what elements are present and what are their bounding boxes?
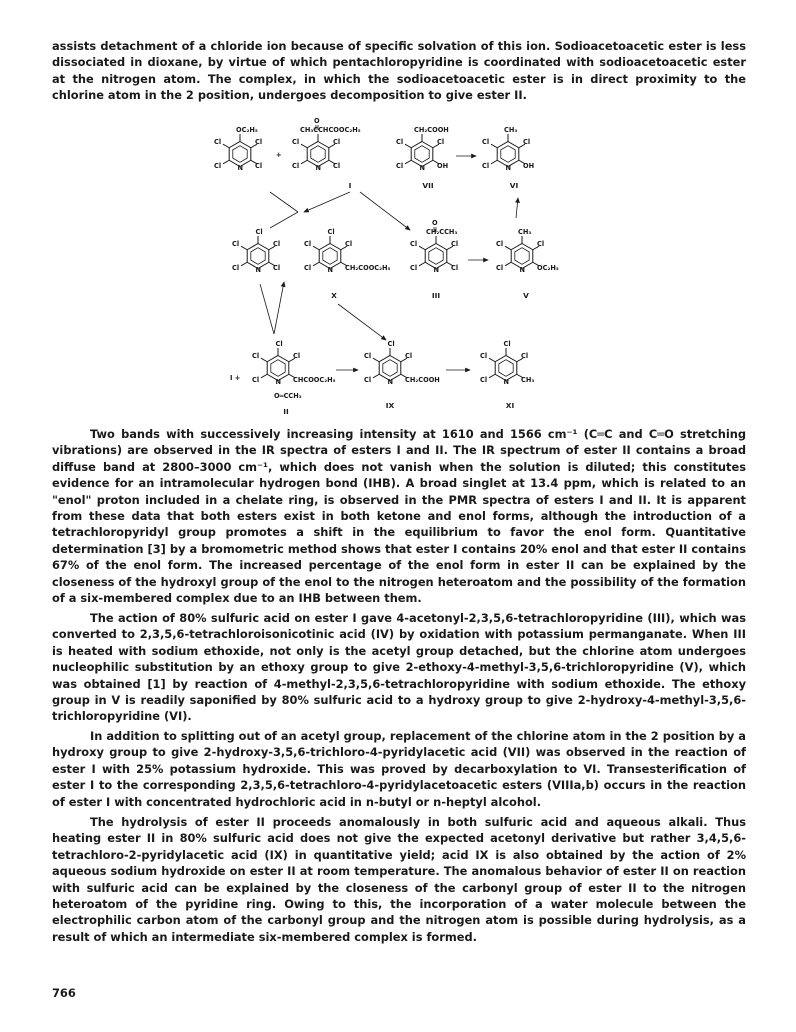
svg-text:O: O (432, 219, 438, 227)
svg-text:N: N (327, 266, 334, 274)
svg-text:Cl: Cl (255, 228, 263, 236)
label-VII: VII (422, 181, 434, 190)
svg-text:O═CCH₃: O═CCH₃ (274, 392, 302, 400)
svg-text:N: N (419, 164, 426, 172)
page-number: 766 (52, 986, 76, 1000)
svg-text:CH₃: CH₃ (518, 228, 532, 236)
svg-text:Cl: Cl (396, 162, 404, 170)
svg-text:CH₃CCHCOOC₂H₅: CH₃CCHCOOC₂H₅ (300, 126, 361, 134)
svg-text:N: N (503, 378, 510, 386)
svg-text:Cl: Cl (396, 138, 404, 146)
svg-text:Cl: Cl (304, 264, 312, 272)
label-X: X (331, 291, 337, 300)
svg-text:N: N (519, 266, 526, 274)
svg-text:Cl: Cl (214, 162, 222, 170)
paragraph-ir-spectra: Two bands with successively increasing intensity at 1610 and 1566 cm⁻¹ (C═C and C═O stretching vibrations) are observed in the IR spectra of esters I and II. The IR spectrum of ester II contains a broad diffuse band at 2800–3000 cm⁻¹, which does not vanish when the solution is diluted; this constitutes evidence for an intramolecular hydrogen bond (IHB). A broad singlet at 13.4 ppm, which is related to an "enol" proton included in a chelate ring, is observed in the PMR spectra of esters I and II. It is apparent from these data that both esters exist in both ketone and enol forms, although the introduction of a tetrachloropyridyl group promotes a shift in the equilibrium to favor the enol form. Quantitative determination [3] by a bromometric method shows that ester I contains 20% enol and that ester II contains 67% of the enol form. The increased percentage of the enol form in ester II can be explained by the closeness of the hydroxyl group of the enol to the nitrogen heteroatom and the possibility of the formation of a six-membered complex due to an IHB between them. (52, 427, 746, 606)
label-IX: IX (385, 401, 395, 410)
svg-text:Cl: Cl (252, 352, 260, 360)
svg-text:N: N (315, 164, 322, 172)
svg-text:Cl: Cl (252, 376, 260, 384)
svg-text:CH₃: CH₃ (521, 376, 535, 384)
paragraph-acetyl-splitting: In addition to splitting out of an acetyl group, replacement of the chlorine atom in the 2 position by a hydroxy group to give 2-hydroxy-3,5,6-trichloro-4-pyridylacetic acid (VII) was observed in the reaction of ester I with 25% potassium hydroxide. This was proved by decarboxylation to VI. Transesterification of ester I to the corresponding 2,3,5,6-tetrachloro-4-pyridylacetoacetic esters (VIIIa,b) occurs in the reaction of ester I with concentrated hydrochloric acid in n-butyl or n-heptyl alcohol. (52, 729, 746, 809)
svg-text:Cl: Cl (496, 264, 504, 272)
svg-text:Cl: Cl (496, 240, 504, 248)
svg-text:Cl: Cl (482, 138, 490, 146)
svg-text:CH₂COOH: CH₂COOH (405, 376, 440, 384)
svg-text:Cl: Cl (537, 240, 545, 248)
compound-XI-structure (480, 340, 534, 386)
svg-text:Cl: Cl (410, 264, 418, 272)
svg-text:Cl: Cl (521, 352, 529, 360)
svg-text:O: O (314, 117, 320, 125)
label-XI: XI (505, 401, 515, 410)
intro-paragraph: assists detachment of a chloride ion because of specific solvation of this ion. Sodioacetoacetic ester is less dissociated in dioxane, by virtue of which pentachloropyridine is coordinated with sodioacetoacetic ester at the nitrogen atom. The complex, in which the sodioacetoacetic ester is in direct proximity to the chlorine atom in the 2 position, undergoes decomposition to give ester II. (52, 39, 746, 103)
compound-VII-structure (396, 126, 449, 172)
svg-text:CH₂CCH₃: CH₂CCH₃ (426, 228, 458, 236)
compound-III-structure (410, 219, 458, 274)
svg-text:Cl: Cl (275, 340, 283, 348)
compound-I-structure (292, 117, 361, 172)
reaction-scheme (200, 106, 600, 424)
svg-text:Cl: Cl (480, 376, 488, 384)
svg-text:Cl: Cl (333, 138, 341, 146)
svg-text:Cl: Cl (273, 240, 281, 248)
svg-text:N: N (505, 164, 512, 172)
svg-text:N: N (255, 266, 262, 274)
compound-IX-structure (364, 340, 440, 386)
svg-text:Cl: Cl (255, 138, 263, 146)
compound-II-structure (252, 340, 336, 400)
label-II: II (283, 407, 289, 416)
i-plus-sign: I + (230, 374, 241, 382)
svg-text:Cl: Cl (293, 352, 301, 360)
svg-text:OC₂H₅: OC₂H₅ (236, 126, 258, 134)
plus-sign: + (276, 151, 282, 159)
svg-text:Cl: Cl (451, 240, 459, 248)
svg-text:Cl: Cl (304, 240, 312, 248)
label-III: III (431, 291, 441, 300)
label-V: V (523, 291, 529, 300)
svg-text:N: N (275, 378, 282, 386)
svg-text:N: N (237, 164, 244, 172)
svg-text:CH₂COOC₂H₅: CH₂COOC₂H₅ (345, 264, 391, 272)
compound-X-structure (304, 228, 391, 274)
svg-text:CHCOOC₂H₅: CHCOOC₂H₅ (293, 376, 336, 384)
svg-text:Cl: Cl (232, 240, 240, 248)
svg-text:Cl: Cl (482, 162, 490, 170)
svg-text:CH₂COOH: CH₂COOH (414, 126, 449, 134)
svg-text:N: N (433, 266, 440, 274)
svg-text:OH: OH (437, 162, 449, 170)
svg-text:OH: OH (523, 162, 535, 170)
label-VI: VI (509, 181, 519, 190)
svg-text:Cl: Cl (480, 352, 488, 360)
svg-text:Cl: Cl (255, 162, 263, 170)
paragraph-hydrolysis: The hydrolysis of ester II proceeds anomalously in both sulfuric acid and aqueous alkali. Thus heating ester II in 80% sulfuric acid does not give the expected acetonyl derivative but rather 3,4,5,6-tetrachloro-2-pyridylacetic acid (IX) in quantitative yield; acid IX is also obtained by the action of 2% aqueous sodium hydroxide on ester II at room temperature. The anomalous behavior of ester II on reaction with sulfuric acid can be explained by the closeness of the carbonyl group of ester II to the nitrogen heteroatom of the pyridine ring. Owing to this, the incorporation of a water molecule between the electrophilic carbon atom of the carbonyl group and the nitrogen atom is possible during hydrolysis, as a result of which an intermediate six-membered complex is formed. (52, 815, 746, 944)
svg-text:Cl: Cl (364, 376, 372, 384)
svg-text:OC₂H₅: OC₂H₅ (537, 264, 559, 272)
svg-text:Cl: Cl (523, 138, 531, 146)
svg-text:Cl: Cl (503, 340, 511, 348)
svg-text:Cl: Cl (214, 138, 222, 146)
svg-text:Cl: Cl (345, 240, 353, 248)
compound-VI-structure (482, 126, 534, 172)
tetrachloropyridine-structure (232, 228, 280, 274)
paragraph-sulfuric-acid: The action of 80% sulfuric acid on ester I gave 4-acetonyl-2,3,5,6-tetrachloropyridine (III), which was converted to 2,3,5,6-tetrachloroisonicotinic acid (IV) by oxidation with potassium permanganate. When III is heated with sodium ethoxide, not only is the acetyl group detached, but the chlorine atom undergoes nucleophilic substitution by an ethoxy group to give 2-ethoxy-4-methyl-3,5,6-trichloropyridine (V), which was obtained [1] by reaction of 4-methyl-2,3,5,6-tetrachloropyridine with sodium ethoxide. The ethoxy group in V is readily saponified by 80% sulfuric acid to a hydroxy group to give 2-hydroxy-4-methyl-3,5,6-trichloropyridine (VI). (52, 611, 746, 724)
svg-text:N: N (387, 378, 394, 386)
compound-V-structure (496, 228, 559, 274)
svg-text:Cl: Cl (273, 264, 281, 272)
label-I: I (348, 181, 352, 190)
reaction-scheme-svg (200, 106, 600, 424)
svg-text:Cl: Cl (437, 138, 445, 146)
svg-text:Cl: Cl (327, 228, 335, 236)
svg-text:CH₃: CH₃ (504, 126, 518, 134)
svg-text:Cl: Cl (364, 352, 372, 360)
svg-text:Cl: Cl (232, 264, 240, 272)
pentachloropyridine-structure (214, 126, 262, 172)
svg-text:Cl: Cl (451, 264, 459, 272)
svg-text:Cl: Cl (410, 240, 418, 248)
svg-text:Cl: Cl (292, 138, 300, 146)
svg-text:Cl: Cl (292, 162, 300, 170)
svg-text:Cl: Cl (387, 340, 395, 348)
svg-text:Cl: Cl (333, 162, 341, 170)
svg-text:Cl: Cl (405, 352, 413, 360)
